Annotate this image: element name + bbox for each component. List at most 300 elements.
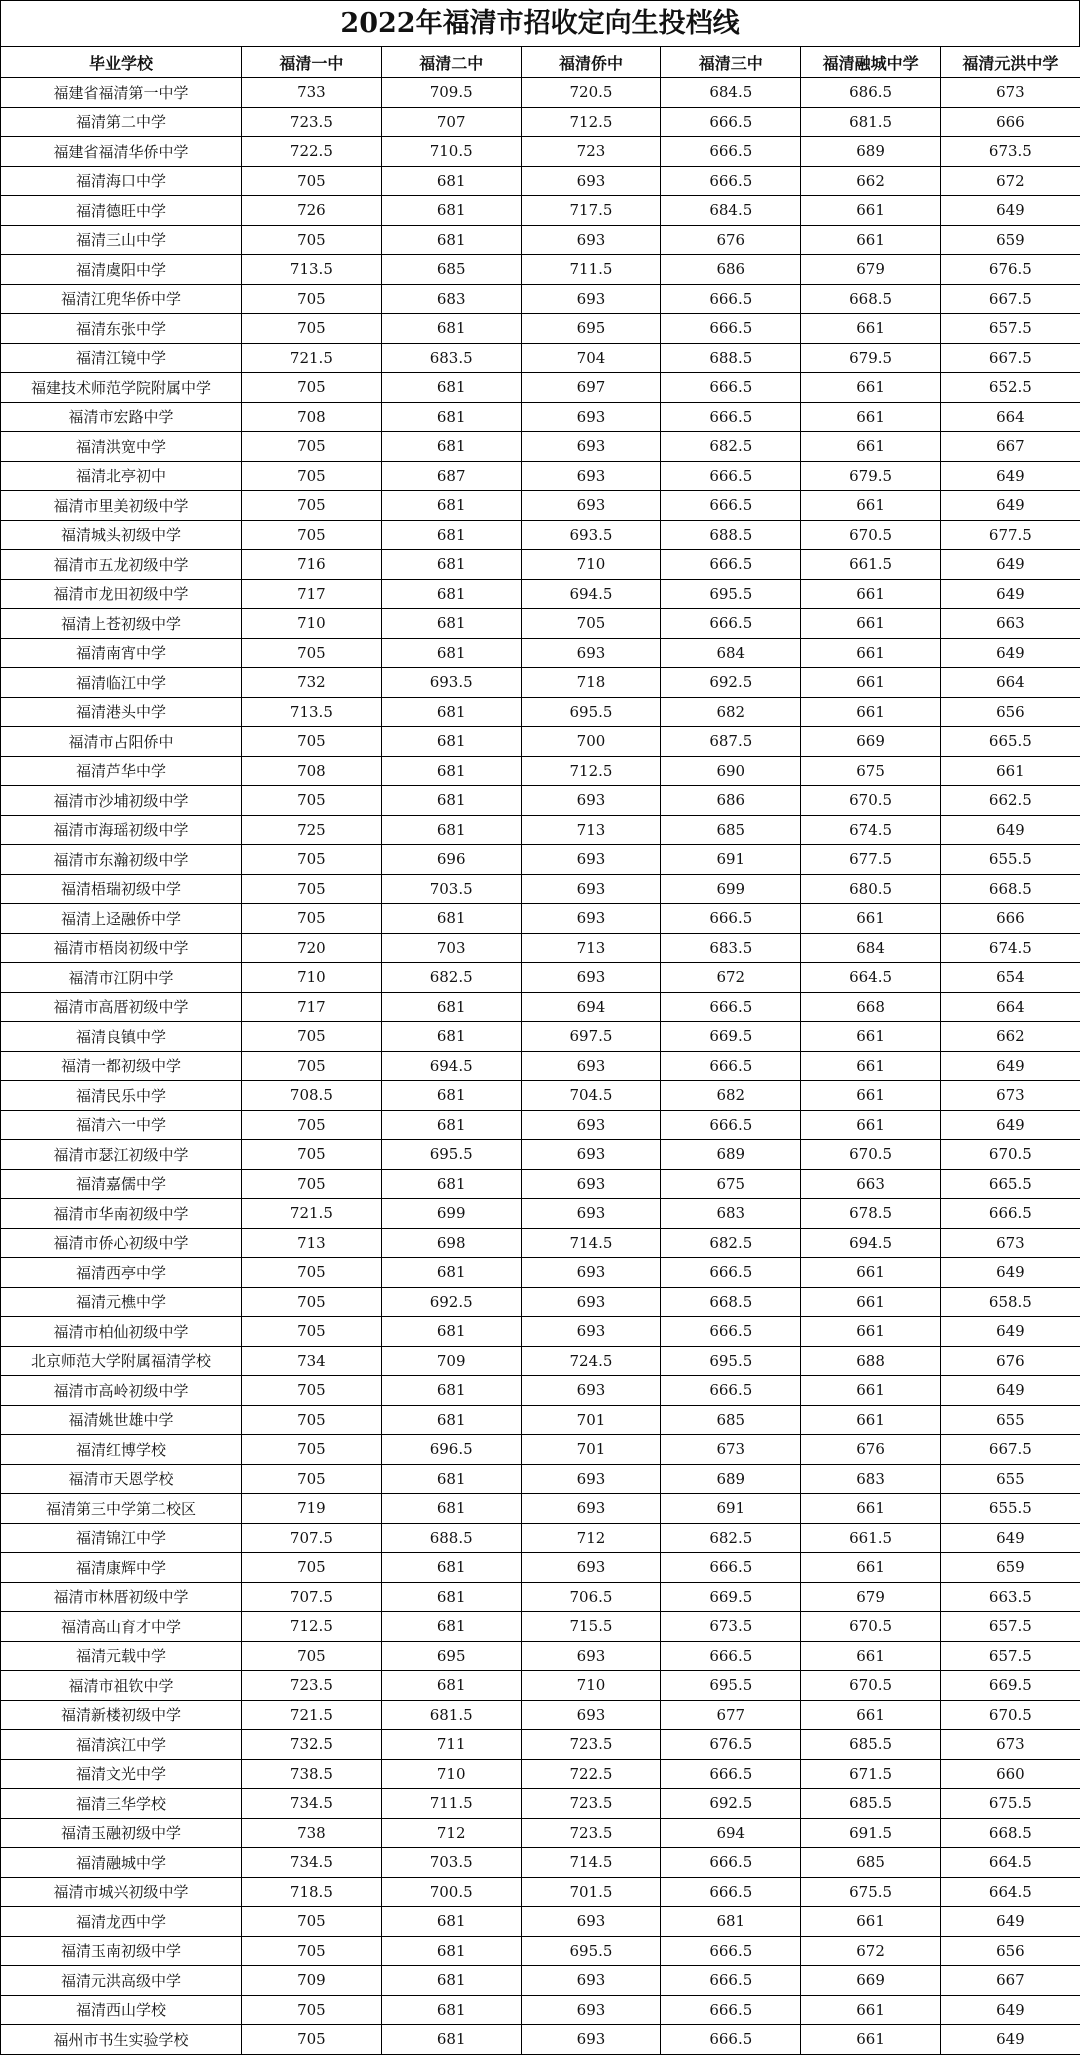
score-cell: 681 <box>381 638 521 668</box>
column-header-target-school: 福清元洪中学 <box>940 47 1080 78</box>
score-cell: 705 <box>242 373 382 403</box>
score-cell: 695.5 <box>521 1936 661 1966</box>
score-cell: 666.5 <box>661 373 801 403</box>
column-header-target-school: 福清一中 <box>242 47 382 78</box>
table-row <box>1 2025 1080 2055</box>
score-cell: 693 <box>521 284 661 314</box>
table-row <box>1 1228 1080 1258</box>
score-cell: 666.5 <box>661 1317 801 1347</box>
score-cell: 681 <box>381 1110 521 1140</box>
score-cell: 705 <box>242 2025 382 2055</box>
score-cell: 662 <box>801 166 941 196</box>
school-name-cell: 福清芦华中学 <box>1 756 242 786</box>
score-cell: 693 <box>521 1700 661 1730</box>
score-cell: 695.5 <box>661 579 801 609</box>
score-cell: 687.5 <box>661 727 801 757</box>
score-cell: 687 <box>381 461 521 491</box>
score-cell: 671.5 <box>801 1759 941 1789</box>
column-header-target-school: 福清二中 <box>381 47 521 78</box>
score-cell: 679.5 <box>801 343 941 373</box>
score-cell: 692.5 <box>661 1789 801 1819</box>
score-cell: 666.5 <box>661 1553 801 1583</box>
score-cell: 712.5 <box>242 1612 382 1642</box>
school-name-cell: 福清梧瑞初级中学 <box>1 874 242 904</box>
score-cell: 722.5 <box>521 1759 661 1789</box>
score-cell: 716 <box>242 550 382 580</box>
score-cell: 704.5 <box>521 1081 661 1111</box>
score-cell: 666.5 <box>661 314 801 344</box>
score-cell: 681 <box>381 1582 521 1612</box>
score-cell: 721.5 <box>242 1199 382 1229</box>
score-cell: 666.5 <box>661 1641 801 1671</box>
score-cell: 705 <box>521 609 661 639</box>
score-cell: 723.5 <box>521 1789 661 1819</box>
school-name-cell: 福清市东瀚初级中学 <box>1 845 242 875</box>
score-cell: 681 <box>381 1405 521 1435</box>
score-cell: 656 <box>940 697 1080 727</box>
score-cell: 693 <box>521 1199 661 1229</box>
score-cell: 681 <box>381 373 521 403</box>
score-cell: 705 <box>242 904 382 934</box>
score-cell: 693 <box>521 491 661 521</box>
score-cell: 666.5 <box>661 1995 801 2025</box>
score-cell: 693 <box>521 874 661 904</box>
score-cell: 693 <box>521 1907 661 1937</box>
score-cell: 705 <box>242 1405 382 1435</box>
school-name-cell: 福清西亭中学 <box>1 1258 242 1288</box>
score-cell: 670.5 <box>801 1140 941 1170</box>
score-cell: 696.5 <box>381 1435 521 1465</box>
score-cell: 662 <box>940 1022 1080 1052</box>
score-cell: 676 <box>801 1435 941 1465</box>
score-cell: 661 <box>801 1907 941 1937</box>
score-cell: 694.5 <box>521 579 661 609</box>
score-cell: 681 <box>381 904 521 934</box>
score-cell: 707 <box>381 107 521 137</box>
school-name-cell: 福清江镜中学 <box>1 343 242 373</box>
score-cell: 694 <box>661 1818 801 1848</box>
table-row <box>1 1140 1080 1170</box>
score-cell: 661 <box>801 579 941 609</box>
score-cell: 676 <box>661 225 801 255</box>
score-cell: 705 <box>242 638 382 668</box>
score-cell: 698 <box>381 1228 521 1258</box>
school-name-cell: 福清江兜华侨中学 <box>1 284 242 314</box>
score-cell: 705 <box>242 1287 382 1317</box>
score-cell: 712 <box>381 1818 521 1848</box>
school-name-cell: 福清市龙田初级中学 <box>1 579 242 609</box>
table-row <box>1 1022 1080 1052</box>
score-cell: 686 <box>661 255 801 285</box>
table-row <box>1 963 1080 993</box>
score-cell: 666.5 <box>661 402 801 432</box>
score-cell: 655.5 <box>940 845 1080 875</box>
score-cell: 652.5 <box>940 373 1080 403</box>
score-cell: 679 <box>801 1582 941 1612</box>
table-row <box>1 196 1080 226</box>
table-row <box>1 697 1080 727</box>
score-cell: 661 <box>801 314 941 344</box>
score-cell: 694.5 <box>381 1051 521 1081</box>
score-cell: 705 <box>242 1051 382 1081</box>
score-cell: 725 <box>242 815 382 845</box>
score-cell: 681 <box>381 1936 521 1966</box>
score-cell: 668 <box>801 992 941 1022</box>
score-cell: 693 <box>521 166 661 196</box>
score-cell: 723.5 <box>242 1671 382 1701</box>
score-cell: 718.5 <box>242 1877 382 1907</box>
score-cell: 657.5 <box>940 1641 1080 1671</box>
score-cell: 661 <box>940 756 1080 786</box>
school-name-cell: 福清嘉儒中学 <box>1 1169 242 1199</box>
score-cell: 712.5 <box>521 756 661 786</box>
school-name-cell: 福清锦江中学 <box>1 1523 242 1553</box>
score-cell: 722.5 <box>242 137 382 167</box>
score-cell: 685 <box>801 1848 941 1878</box>
table-row <box>1 933 1080 963</box>
page-title: 2022年福清市招收定向生投档线 <box>0 0 1080 46</box>
score-cell: 704 <box>521 343 661 373</box>
score-cell: 705 <box>242 1376 382 1406</box>
score-cell: 705 <box>242 166 382 196</box>
score-cell: 675.5 <box>940 1789 1080 1819</box>
school-name-cell: 福清康辉中学 <box>1 1553 242 1583</box>
score-cell: 710.5 <box>381 137 521 167</box>
score-cell: 708.5 <box>242 1081 382 1111</box>
table-row <box>1 1877 1080 1907</box>
score-cell: 713.5 <box>242 255 382 285</box>
school-name-cell: 福清临江中学 <box>1 668 242 698</box>
table-row <box>1 1287 1080 1317</box>
score-cell: 649 <box>940 1051 1080 1081</box>
school-name-cell: 福清民乐中学 <box>1 1081 242 1111</box>
score-cell: 693 <box>521 225 661 255</box>
score-cell: 649 <box>940 638 1080 668</box>
score-cell: 681 <box>381 727 521 757</box>
score-cell: 661 <box>801 1051 941 1081</box>
score-cell: 654 <box>940 963 1080 993</box>
score-cell: 713 <box>521 933 661 963</box>
score-cell: 666.5 <box>661 2025 801 2055</box>
score-cell: 693.5 <box>381 668 521 698</box>
score-cell: 666.5 <box>661 166 801 196</box>
score-cell: 709 <box>381 1346 521 1376</box>
school-name-cell: 福清一都初级中学 <box>1 1051 242 1081</box>
score-cell: 681 <box>381 1553 521 1583</box>
school-name-cell: 福清文光中学 <box>1 1759 242 1789</box>
score-cell: 683 <box>801 1464 941 1494</box>
table-header-row <box>1 47 1080 78</box>
score-cell: 695 <box>381 1641 521 1671</box>
score-cell: 681 <box>661 1907 801 1937</box>
score-cell: 714.5 <box>521 1848 661 1878</box>
score-cell: 668.5 <box>801 284 941 314</box>
score-cell: 667.5 <box>940 1435 1080 1465</box>
school-name-cell: 福清第二中学 <box>1 107 242 137</box>
school-name-cell: 福清市海瑶初级中学 <box>1 815 242 845</box>
score-cell: 691.5 <box>801 1818 941 1848</box>
score-cell: 661 <box>801 904 941 934</box>
score-cell: 670.5 <box>940 1140 1080 1170</box>
score-cell: 666.5 <box>661 137 801 167</box>
score-cell: 693 <box>521 1966 661 1996</box>
score-cell: 673 <box>940 1081 1080 1111</box>
score-cell: 681 <box>381 579 521 609</box>
score-cell: 713.5 <box>242 697 382 727</box>
score-cell: 676 <box>940 1346 1080 1376</box>
score-cell: 666.5 <box>661 904 801 934</box>
school-name-cell: 福清高山育才中学 <box>1 1612 242 1642</box>
school-name-cell: 福清元洪高级中学 <box>1 1966 242 1996</box>
score-cell: 666.5 <box>661 1051 801 1081</box>
score-cell: 664 <box>940 402 1080 432</box>
school-name-cell: 福州市书生实验学校 <box>1 2025 242 2055</box>
score-cell: 705 <box>242 225 382 255</box>
table-row <box>1 373 1080 403</box>
score-cell: 684 <box>661 638 801 668</box>
table-row <box>1 1317 1080 1347</box>
column-header-school: 毕业学校 <box>1 47 242 78</box>
score-cell: 661 <box>801 1081 941 1111</box>
score-cell: 682.5 <box>661 432 801 462</box>
score-cell: 661.5 <box>801 1523 941 1553</box>
school-name-cell: 福清市柏仙初级中学 <box>1 1317 242 1347</box>
score-cell: 666.5 <box>661 1258 801 1288</box>
score-cell: 681 <box>381 1494 521 1524</box>
score-cell: 681 <box>381 1671 521 1701</box>
score-cell: 663.5 <box>940 1582 1080 1612</box>
score-cell: 693 <box>521 1110 661 1140</box>
score-cell: 693 <box>521 1140 661 1170</box>
score-cell: 693 <box>521 845 661 875</box>
score-cell: 661 <box>801 1553 941 1583</box>
score-cell: 713 <box>521 815 661 845</box>
score-cell: 705 <box>242 1464 382 1494</box>
table-row <box>1 609 1080 639</box>
score-cell: 689 <box>801 137 941 167</box>
score-cell: 673 <box>940 78 1080 108</box>
score-cell: 688.5 <box>661 520 801 550</box>
table-row <box>1 1700 1080 1730</box>
score-cell: 682 <box>661 697 801 727</box>
score-cell: 723.5 <box>521 1730 661 1760</box>
table-row <box>1 1641 1080 1671</box>
score-cell: 649 <box>940 2025 1080 2055</box>
score-cell: 710 <box>521 1671 661 1701</box>
table-row <box>1 1759 1080 1789</box>
score-cell: 664 <box>940 992 1080 1022</box>
score-cell: 681 <box>381 1966 521 1996</box>
score-cell: 649 <box>940 815 1080 845</box>
score-cell: 661.5 <box>801 550 941 580</box>
table-row <box>1 874 1080 904</box>
score-cell: 663 <box>940 609 1080 639</box>
score-cell: 695.5 <box>521 697 661 727</box>
score-cell: 681 <box>381 166 521 196</box>
score-cell: 693 <box>521 638 661 668</box>
score-cell: 705 <box>242 461 382 491</box>
score-cell: 693 <box>521 904 661 934</box>
score-cell: 681 <box>381 1081 521 1111</box>
score-cell: 690 <box>661 756 801 786</box>
table-row <box>1 343 1080 373</box>
score-cell: 693 <box>521 1376 661 1406</box>
school-name-cell: 福清海口中学 <box>1 166 242 196</box>
score-cell: 710 <box>242 963 382 993</box>
school-name-cell: 福清市梧岗初级中学 <box>1 933 242 963</box>
score-cell: 683.5 <box>381 343 521 373</box>
school-name-cell: 福清市华南初级中学 <box>1 1199 242 1229</box>
score-cell: 669 <box>801 1966 941 1996</box>
school-name-cell: 福清市瑟江初级中学 <box>1 1140 242 1170</box>
table-row <box>1 1995 1080 2025</box>
score-cell: 661 <box>801 1258 941 1288</box>
table-row <box>1 992 1080 1022</box>
score-cell: 681 <box>381 225 521 255</box>
table-row <box>1 727 1080 757</box>
score-cell: 699 <box>381 1199 521 1229</box>
score-cell: 693 <box>521 432 661 462</box>
score-cell: 666.5 <box>661 1110 801 1140</box>
score-cell: 701.5 <box>521 1877 661 1907</box>
school-name-cell: 福清北亭初中 <box>1 461 242 491</box>
score-cell: 673 <box>940 1228 1080 1258</box>
score-cell: 695.5 <box>381 1140 521 1170</box>
score-cell: 670.5 <box>801 1671 941 1701</box>
school-name-cell: 福清市天恩学校 <box>1 1464 242 1494</box>
score-cell: 664 <box>940 668 1080 698</box>
table-row <box>1 432 1080 462</box>
score-cell: 684.5 <box>661 78 801 108</box>
table-row <box>1 1494 1080 1524</box>
score-cell: 738.5 <box>242 1759 382 1789</box>
school-name-cell: 福清南宵中学 <box>1 638 242 668</box>
school-name-cell: 福清上苍初级中学 <box>1 609 242 639</box>
score-cell: 694 <box>521 992 661 1022</box>
score-cell: 661 <box>801 2025 941 2055</box>
score-cell: 664.5 <box>801 963 941 993</box>
score-cell: 674.5 <box>801 815 941 845</box>
score-cell: 661 <box>801 1287 941 1317</box>
score-cell: 661 <box>801 373 941 403</box>
score-cell: 649 <box>940 1317 1080 1347</box>
table-row <box>1 1612 1080 1642</box>
score-cell: 686 <box>661 786 801 816</box>
score-cell: 661 <box>801 668 941 698</box>
score-cell: 677 <box>661 1700 801 1730</box>
score-cell: 661 <box>801 225 941 255</box>
score-cell: 672 <box>940 166 1080 196</box>
score-cell: 673 <box>940 1730 1080 1760</box>
score-cell: 705 <box>242 1258 382 1288</box>
table-row <box>1 638 1080 668</box>
score-cell: 670.5 <box>801 1612 941 1642</box>
table-row <box>1 1405 1080 1435</box>
table-row <box>1 491 1080 521</box>
score-cell: 661 <box>801 697 941 727</box>
score-cell: 724.5 <box>521 1346 661 1376</box>
table-row <box>1 461 1080 491</box>
table-row <box>1 1936 1080 1966</box>
score-cell: 696 <box>381 845 521 875</box>
score-cell: 661 <box>801 1641 941 1671</box>
score-cell: 693 <box>521 1169 661 1199</box>
score-cell: 706.5 <box>521 1582 661 1612</box>
score-cell: 669.5 <box>661 1582 801 1612</box>
score-cell: 705 <box>242 727 382 757</box>
score-cell: 721.5 <box>242 1700 382 1730</box>
score-cell: 661 <box>801 1995 941 2025</box>
school-name-cell: 福清红博学校 <box>1 1435 242 1465</box>
score-cell: 693 <box>521 1287 661 1317</box>
table-row <box>1 1464 1080 1494</box>
score-cell: 681 <box>381 786 521 816</box>
score-cell: 694.5 <box>801 1228 941 1258</box>
score-cell: 657.5 <box>940 314 1080 344</box>
table-row <box>1 786 1080 816</box>
table-row <box>1 1169 1080 1199</box>
table-row <box>1 1435 1080 1465</box>
score-cell: 675 <box>801 756 941 786</box>
school-name-cell: 福建省福清华侨中学 <box>1 137 242 167</box>
score-cell: 689 <box>661 1464 801 1494</box>
table-row <box>1 520 1080 550</box>
score-cell: 661 <box>801 1700 941 1730</box>
table-row <box>1 1051 1080 1081</box>
table-row <box>1 284 1080 314</box>
score-cell: 681 <box>381 491 521 521</box>
score-cell: 705 <box>242 1553 382 1583</box>
score-cell: 705 <box>242 786 382 816</box>
score-cell: 693 <box>521 1051 661 1081</box>
school-name-cell: 福清滨江中学 <box>1 1730 242 1760</box>
score-cell: 649 <box>940 579 1080 609</box>
score-cell: 708 <box>242 402 382 432</box>
school-name-cell: 福清市林厝初级中学 <box>1 1582 242 1612</box>
school-name-cell: 福清玉融初级中学 <box>1 1818 242 1848</box>
score-cell: 705 <box>242 1936 382 1966</box>
score-cell: 672 <box>661 963 801 993</box>
score-cell: 707.5 <box>242 1582 382 1612</box>
score-cell: 721.5 <box>242 343 382 373</box>
score-cell: 666.5 <box>661 1877 801 1907</box>
score-cell: 681.5 <box>381 1700 521 1730</box>
school-name-cell: 福清良镇中学 <box>1 1022 242 1052</box>
column-header-target-school: 福清融城中学 <box>801 47 941 78</box>
score-cell: 672 <box>801 1936 941 1966</box>
score-cell: 669.5 <box>940 1671 1080 1701</box>
school-name-cell: 福清姚世雄中学 <box>1 1405 242 1435</box>
score-table <box>0 46 1080 2055</box>
score-cell: 693 <box>521 1494 661 1524</box>
school-name-cell: 福清城头初级中学 <box>1 520 242 550</box>
score-cell: 693 <box>521 1995 661 2025</box>
score-cell: 677.5 <box>801 845 941 875</box>
score-cell: 661 <box>801 638 941 668</box>
score-cell: 661 <box>801 402 941 432</box>
score-cell: 668.5 <box>940 874 1080 904</box>
school-name-cell: 福清市宏路中学 <box>1 402 242 432</box>
table-row <box>1 815 1080 845</box>
school-name-cell: 福清新楼初级中学 <box>1 1700 242 1730</box>
score-cell: 685 <box>661 815 801 845</box>
score-cell: 720 <box>242 933 382 963</box>
score-cell: 666.5 <box>661 1376 801 1406</box>
score-cell: 726 <box>242 196 382 226</box>
score-cell: 693 <box>521 1641 661 1671</box>
score-cell: 695 <box>521 314 661 344</box>
score-cell: 681 <box>381 609 521 639</box>
